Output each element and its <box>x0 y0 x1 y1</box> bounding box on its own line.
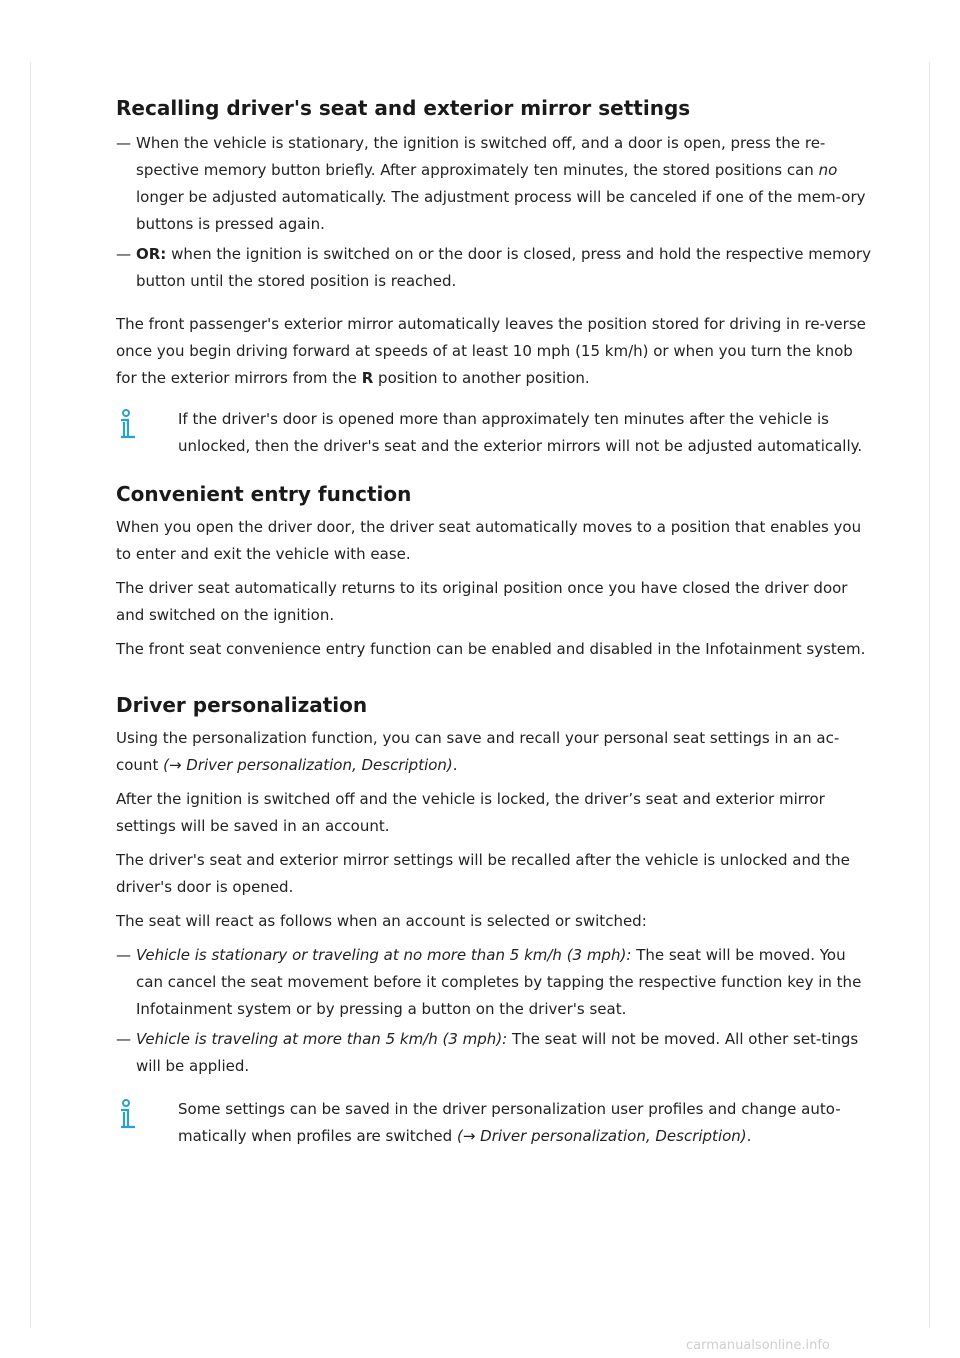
paragraph: The driver's seat and exterior mirror settings will be recalled after the vehicle is unlocked and the driver's door is opened. <box>116 851 850 896</box>
dash-bullet: — <box>116 946 131 964</box>
page-content <box>116 96 876 1150</box>
list-item: — When the vehicle is stationary, the ignition is switched off, and a door is open, press the re-spective memory button briefly. After approximately ten minutes, the stored positions can no longer be adjusted automatically. The adjustment process will be canceled if one of the mem-ory buttons is pressed again. <box>116 130 876 238</box>
dash-bullet: — <box>116 134 131 152</box>
info-note: If the driver's door is opened more than approximately ten minutes after the vehicle is unlocked, then the driver's seat and the exterior mirrors will not be adjusted automatically. <box>116 406 876 460</box>
info-icon <box>116 1099 140 1133</box>
paragraph: After the ignition is switched off and the vehicle is locked, the driver’s seat and exterior mirror settings will be saved in an account. <box>116 790 825 835</box>
info-note: Some settings can be saved in the driver personalization user profiles and change auto-matically when profiles are switched (→ Driver personalization, Description). <box>116 1096 876 1150</box>
dash-bullet: — <box>116 1030 131 1048</box>
info-icon <box>116 409 140 443</box>
paragraph: When you open the driver door, the driver seat automatically moves to a position that enables you to enter and exit the vehicle with ease. <box>116 518 862 563</box>
list-item: — Vehicle is traveling at more than 5 km/h (3 mph): The seat will not be moved. All other set-tings will be applied. <box>116 1026 876 1080</box>
cross-reference: (→ Driver personalization, Description) <box>456 1127 747 1145</box>
paragraph: The driver seat automatically returns to its original position once you have closed the driver door and switched on the ignition. <box>116 579 848 624</box>
paragraph: The front seat convenience entry function can be enabled and disabled in the Infotainment system. <box>116 640 866 658</box>
section-title-convenient-entry: Convenient entry function <box>116 482 412 506</box>
paragraph: Using the personalization function, you can save and recall your personal seat settings in an ac-count (→ Driver personalization, Description). <box>116 729 840 774</box>
watermark-footer: carmanualsonline.info <box>686 1338 830 1353</box>
list-item: — Vehicle is stationary or traveling at no more than 5 km/h (3 mph): The seat will be moved. You can cancel the seat movement before it completes by tapping the respective function key in the Infotainment system or by pressing a button on the driver's seat. <box>116 942 876 1023</box>
paragraph: The seat will react as follows when an account is selected or switched: <box>116 912 647 930</box>
paragraph: The front passenger's exterior mirror automatically leaves the position stored for driving in re-verse once you begin driving forward at speeds of at least 10 mph (15 km/h) or when you turn the knob for the exterior mirrors from the R position to another position. <box>116 315 866 387</box>
list-item: — OR: when the ignition is switched on or the door is closed, press and hold the respective memory button until the stored position is reached. <box>116 241 876 295</box>
dash-bullet: — <box>116 245 131 263</box>
cross-reference: (→ Driver personalization, Description) <box>163 756 453 774</box>
left-margin-line <box>30 62 31 1328</box>
section-title-driver-personalization: Driver personalization <box>116 693 368 717</box>
right-margin-line <box>929 62 930 1328</box>
section-title-recalling: Recalling driver's seat and exterior mirror settings <box>116 96 691 120</box>
